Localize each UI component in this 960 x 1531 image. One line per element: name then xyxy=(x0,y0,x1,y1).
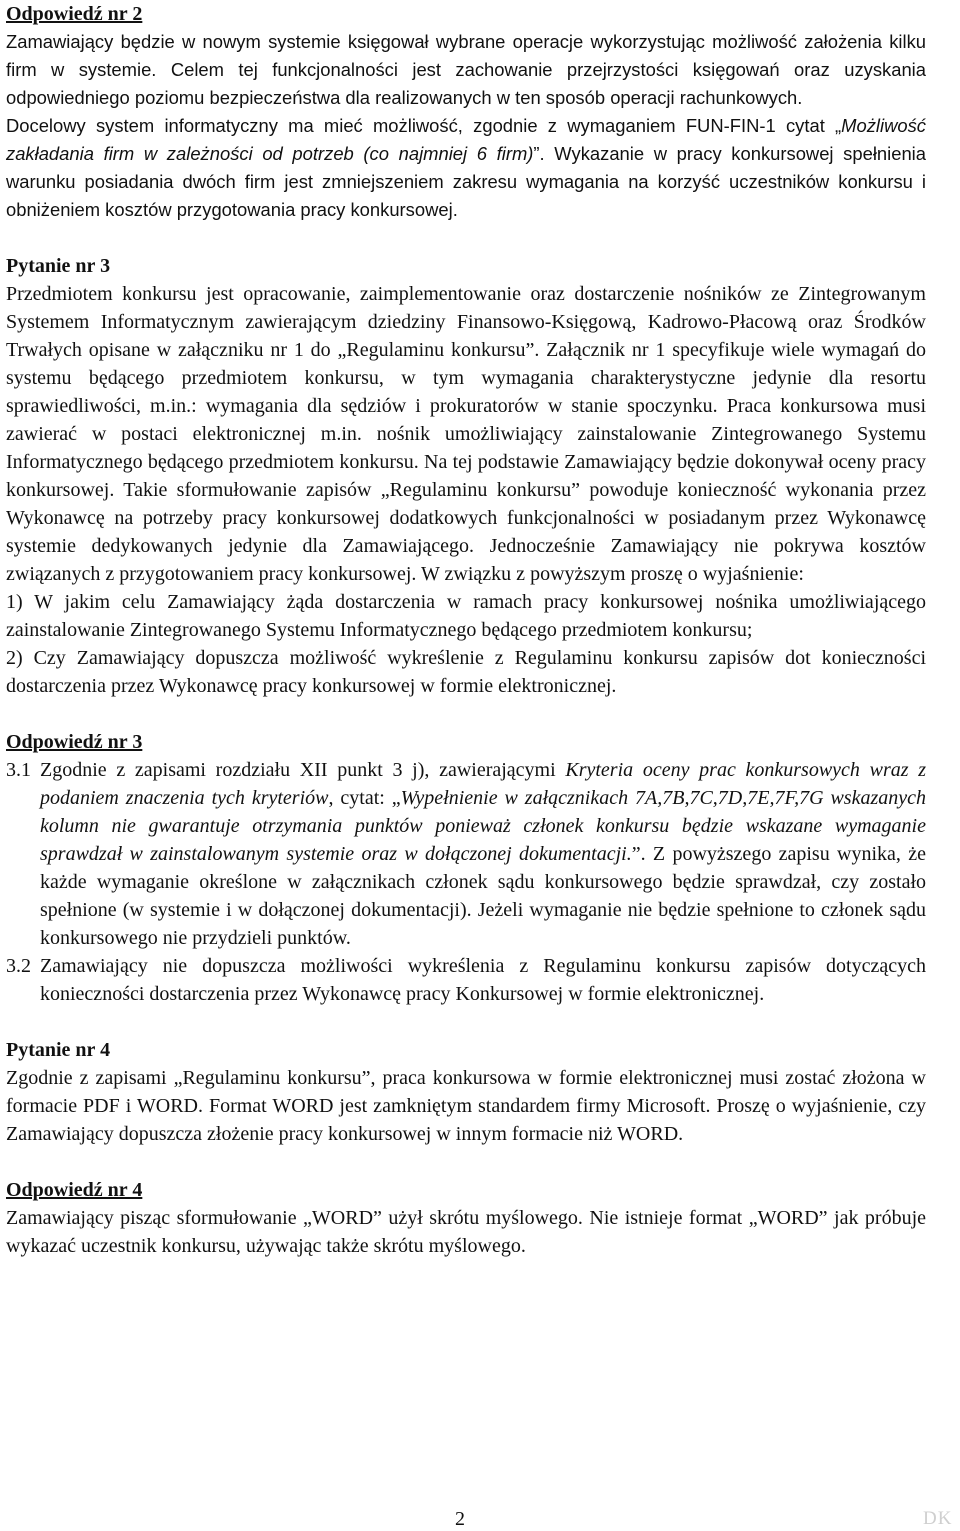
section-pytanie-4 xyxy=(6,1064,926,1148)
heading-pytanie-3: Pytanie nr 3 xyxy=(6,255,111,277)
item-text xyxy=(40,756,926,952)
heading-odpowiedz-3: Odpowiedź nr 3 xyxy=(6,731,143,753)
page-number: 2 xyxy=(455,1508,465,1530)
text-fragment: , cytat: „ xyxy=(328,787,401,809)
text-fragment: ”. Wykazanie w pracy konkursowej spełnienia warunku posiadania dwóch firm jest zmniejszeniem zakresu wymagania na korzyść uczestników konkursu i obniżeniem kosztów przygotowania pracy konkursowej. xyxy=(6,143,926,220)
question-item: 1) W jakim celu Zamawiający żąda dostarczenia w ramach pracy konkursowej nośnika umożliwiającego zainstalowanie Zintegrowanego Systemu Informatycznego będącego przedmiotem konkursu; xyxy=(6,591,926,641)
quoted-requirement: Możliwość zakładania firm w zależności od potrzeb (co najmniej 6 firm) xyxy=(6,115,926,164)
item-number: 3.1 xyxy=(6,759,31,781)
section-odpowiedz-2 xyxy=(6,28,926,224)
quoted-rule: Wypełnienie w załącznikach 7A,7B,7C,7D,7E,7F,7G wskazanych kolumn nie gwarantuje otrzymania punktów ponieważ członek konkursu będzie wskazane wymaganie sprawdzał w zainstalowanym systemie oraz w dołączonej dokumentacji. xyxy=(40,787,926,865)
item-number: 3.2 xyxy=(6,955,31,977)
answer-item xyxy=(6,952,926,1008)
paragraph-with-quote xyxy=(6,112,926,224)
paragraph: Zamawiający będzie w nowym systemie księgował wybrane operacje wykorzystując możliwość założenia kilku firm w systemie. Celem tej funkcjonalności jest zachowanie przejrzystości księgowań oraz uzyskania odpowiedniego poziomu bezpieczeństwa dla realizowanych w ten sposób operacji rachunkowych. xyxy=(6,31,926,108)
answer-item xyxy=(6,756,926,952)
text-fragment: Zgodnie z zapisami rozdziału XII punkt 3 j), zawierającymi xyxy=(40,759,566,781)
quoted-criteria: Kryteria oceny prac konkursowych wraz z podaniem znaczenia tych kryteriów xyxy=(40,759,926,809)
question-item: 2) Czy Zamawiający dopuszcza możliwość wykreślenie z Regulaminu konkursu zapisów dot konieczności dostarczenia przez Wykonawcę pracy konkursowej w formie elektronicznej. xyxy=(6,647,926,697)
item-text: Zamawiający nie dopuszcza możliwości wykreślenia z Regulaminu konkursu zapisów dotyczących konieczności dostarczenia przez Wykonawcę pracy Konkursowej w formie elektronicznej. xyxy=(40,955,926,1005)
paragraph: Zgodnie z zapisami „Regulaminu konkursu”, praca konkursowa w formie elektronicznej musi zostać złożona w formacie PDF i WORD. Format WORD jest zamkniętym standardem firmy Microsoft. Proszę o wyjaśnienie, czy Zamawiający dopuszcza złożenie pracy konkursowej w innym formacie niż WORD. xyxy=(6,1067,926,1145)
document-page xyxy=(6,0,926,1260)
section-pytanie-3 xyxy=(6,280,926,700)
paragraph: Zamawiający pisząc sformułowanie „WORD” użył skrótu myślowego. Nie istnieje format „WORD” jak próbuje wykazać uczestnik konkursu, używając także skrótu myślowego. xyxy=(6,1207,926,1257)
heading-pytanie-4: Pytanie nr 4 xyxy=(6,1039,111,1061)
paragraph: Przedmiotem konkursu jest opracowanie, zaimplementowanie oraz dostarczenie nośników ze Zintegrowanym Systemem Informatycznym zawierającym dziedziny Finansowo-Księgową, Kadrowo-Płacową oraz Środków Trwałych opisane w załączniku nr 1 do „Regulaminu konkursu”. Załącznik nr 1 specyfikuje wiele wymagań do systemu będącego przedmiotem konkursu, w tym wymagania charakterystyczne jedynie dla resortu sprawiedliwości, m.in.: wymagania dla sędziów i prokuratorów w stanie spoczynku. Praca konkursowa musi zawierać w postaci elektronicznej m.in. nośnik umożliwiający zainstalowanie Zintegrowanego Systemu Informatycznego będącego przedmiotem konkursu. Na tej podstawie Zamawiający będzie dokonywał oceny pracy konkursowej. Takie sformułowanie zapisów „Regulaminu konkursu” powoduje konieczność wykonania przez Wykonawcę na potrzeby pracy konkursowej dodatkowych funkcjonalności w posiadanym przez Wykonawcę systemie dedykowanych jedynie dla Zamawiającego. Jednocześnie Zamawiający nie pokrywa kosztów związanych z przygotowaniem pracy konkursowej. W związku z powyższym proszę o wyjaśnienie: xyxy=(6,283,926,585)
section-odpowiedz-4 xyxy=(6,1204,926,1260)
section-odpowiedz-3 xyxy=(6,756,926,1008)
text-fragment: Docelowy system informatyczny ma mieć możliwość, zgodnie z wymaganiem FUN-FIN-1 cytat „ xyxy=(6,115,842,136)
heading-odpowiedz-2: Odpowiedź nr 2 xyxy=(6,3,143,25)
watermark-logo: DK xyxy=(923,1508,953,1529)
text-fragment: ”. Z powyższego zapisu wynika, że każde wymaganie określone w załącznikach członek sądu konkursowego będzie sprawdzał, czy zostało spełnione (w systemie i w dołączonej dokumentacji). Jeżeli wymaganie nie będzie spełnione to członek sądu konkursowego nie przydzieli punktów. xyxy=(40,843,926,949)
heading-odpowiedz-4: Odpowiedź nr 4 xyxy=(6,1179,143,1201)
